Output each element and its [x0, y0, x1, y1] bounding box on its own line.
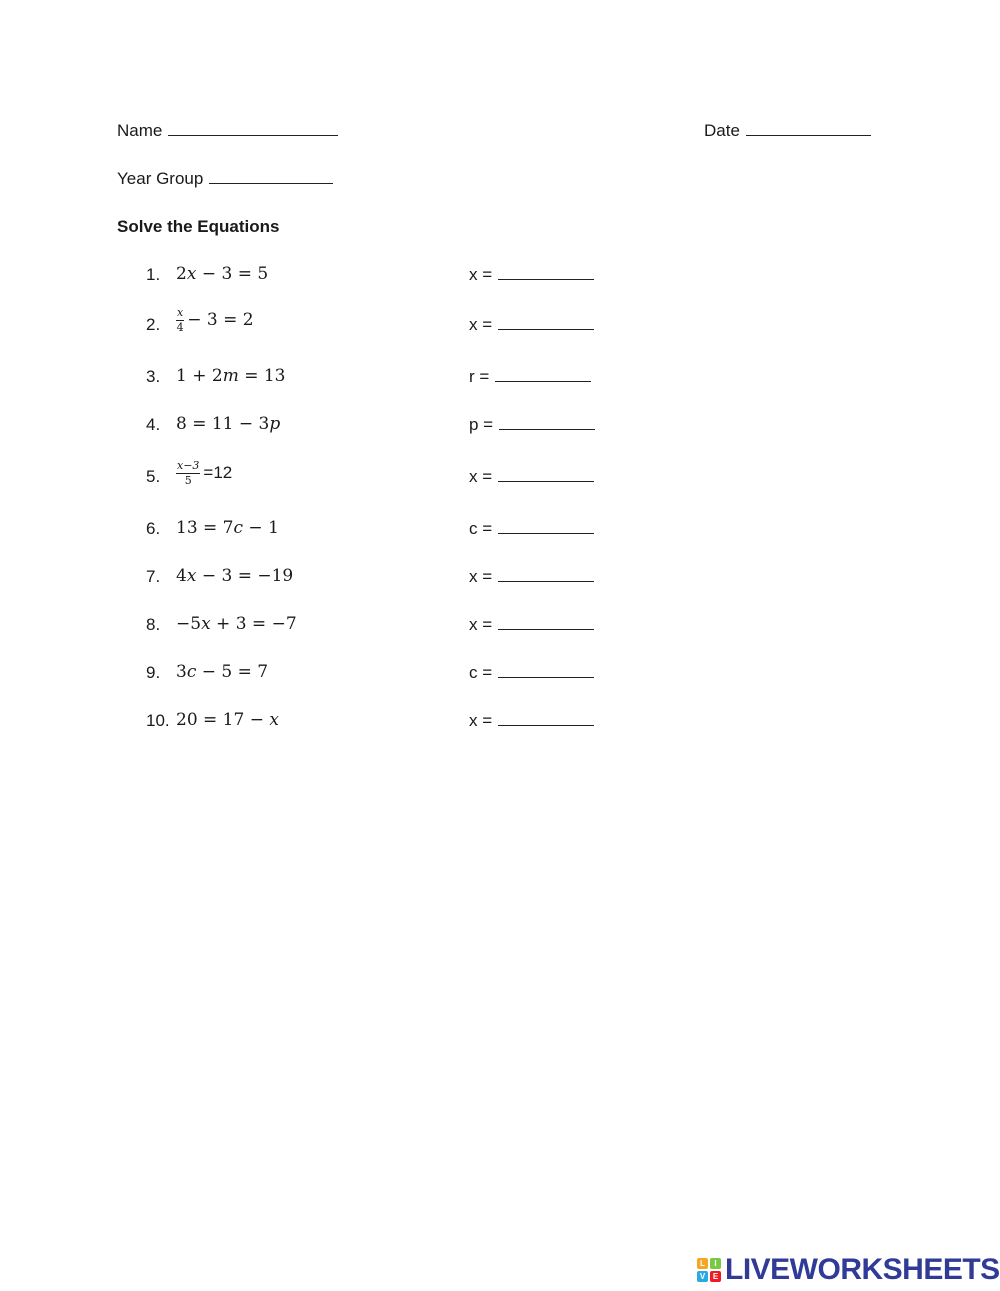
date-label: Date [704, 121, 740, 140]
answer-field[interactable]: x = [469, 567, 594, 587]
answer-field[interactable]: c = [469, 519, 594, 539]
question-number: 7. [146, 567, 161, 586]
answer-line[interactable] [498, 265, 594, 280]
page-title: Solve the Equations [117, 217, 280, 236]
year-group-field[interactable] [117, 169, 333, 189]
answer-field[interactable]: c = [469, 663, 594, 683]
answer-field[interactable]: x = [469, 467, 594, 487]
name-field[interactable] [117, 121, 338, 141]
question-number: 2. [146, 315, 161, 334]
question-number: 6. [146, 519, 161, 538]
answer-line[interactable] [498, 567, 594, 582]
equation: 3c − 5 = 7 [176, 662, 269, 682]
date-field[interactable] [704, 121, 871, 141]
logo-block: I [710, 1258, 721, 1269]
question-number: 9. [146, 663, 161, 682]
equation: −5x + 3 = −7 [176, 614, 297, 634]
year-group-label: Year Group [117, 169, 204, 188]
answer-field[interactable]: x = [469, 265, 594, 285]
answer-field[interactable]: r = [469, 367, 591, 387]
equation: 1 + 2m = 13 [176, 366, 286, 386]
answer-line[interactable] [498, 467, 594, 482]
equation: $\frac{x}{4}$ − 3 = 2 [176, 306, 254, 334]
question-number: 10. [146, 711, 170, 730]
answer-field[interactable]: x = [469, 315, 594, 335]
logo-block: E [710, 1271, 721, 1282]
logo-block: V [697, 1271, 708, 1282]
question-number: 8. [146, 615, 161, 634]
answer-line[interactable] [498, 615, 594, 630]
answer-line[interactable] [498, 711, 594, 726]
question-number: 5. [146, 467, 161, 486]
equation: 2x − 3 = 5 [176, 264, 269, 284]
answer-line[interactable] [499, 415, 595, 430]
date-line[interactable] [746, 121, 871, 136]
equation: 20 = 17 − x [176, 710, 279, 730]
equation: $\frac{x-3}{5}$ =12 [177, 459, 233, 487]
liveworksheets-logo [697, 1254, 1000, 1286]
answer-field[interactable]: p = [469, 415, 595, 435]
equation: 8 = 11 − 3p [176, 414, 281, 434]
name-label: Name [117, 121, 163, 140]
logo-text: LIVEWORKSHEETS [725, 1253, 1000, 1286]
fraction: $\frac{x}{4}$ [176, 306, 184, 334]
logo-blocks-icon [697, 1258, 721, 1282]
question-number: 4. [146, 415, 161, 434]
name-line[interactable] [168, 121, 338, 136]
question-number: 1. [146, 265, 161, 284]
year-group-line[interactable] [209, 169, 333, 184]
answer-line[interactable] [495, 367, 591, 382]
answer-line[interactable] [498, 315, 594, 330]
answer-field[interactable]: x = [469, 711, 594, 731]
answer-line[interactable] [498, 663, 594, 678]
equation: 13 = 7c − 1 [176, 518, 279, 538]
equation: 4x − 3 = −19 [176, 566, 294, 586]
fraction: $\frac{x-3}{5}$ [177, 459, 200, 487]
answer-line[interactable] [498, 519, 594, 534]
question-number: 3. [146, 367, 161, 386]
logo-block: L [697, 1258, 708, 1269]
answer-field[interactable]: x = [469, 615, 594, 635]
